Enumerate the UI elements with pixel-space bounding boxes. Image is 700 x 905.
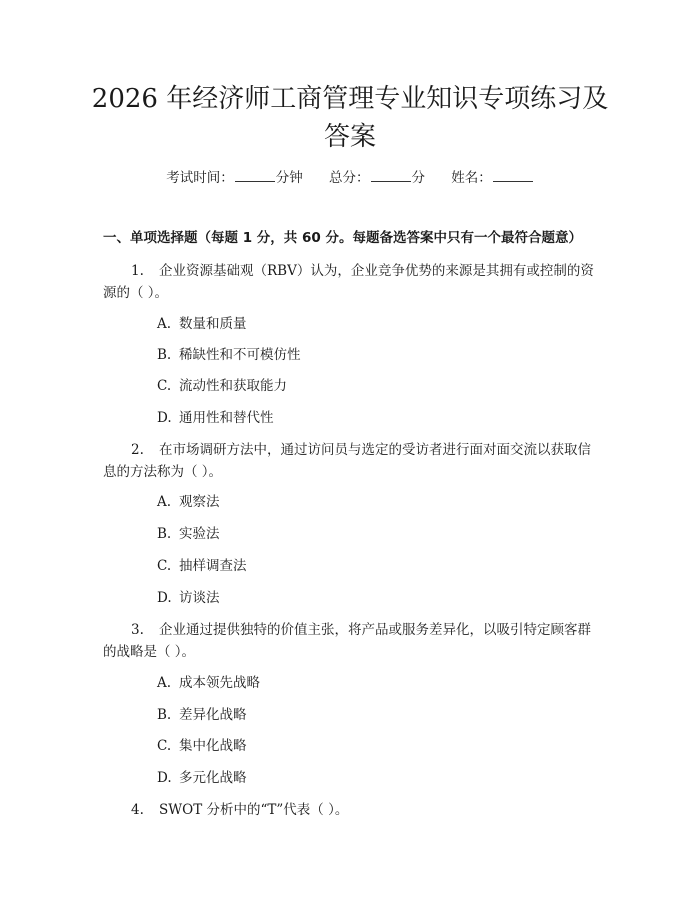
total-score-label: 总分： [329, 170, 370, 186]
question-1-option-c [157, 376, 287, 396]
total-score-unit: 分 [411, 170, 425, 186]
question-1-option-a [157, 314, 247, 334]
option-letter: B. [157, 526, 172, 542]
option-letter: A. [157, 494, 172, 510]
question-3-option-a [157, 673, 260, 693]
option-text: 稀缺性和不可模仿性 [179, 347, 301, 363]
option-letter: A. [157, 675, 172, 691]
question-1 [103, 261, 598, 281]
option-text: 多元化战略 [179, 770, 247, 786]
name-field [451, 167, 534, 188]
option-letter: C. [157, 378, 172, 394]
title-line-1: 2026 年经济师工商管理专业知识专项练习及 [91, 84, 609, 114]
question-3-option-c [157, 736, 247, 756]
name-blank [493, 167, 533, 182]
option-text: 观察法 [179, 494, 220, 510]
option-letter: D. [157, 590, 172, 606]
question-4-text-line-1: SWOT 分析中的“T”代表（ ）。 [159, 802, 349, 818]
exam-info [0, 167, 700, 188]
question-3-number: 3. [131, 622, 144, 638]
name-label: 姓名： [451, 170, 492, 186]
question-3-option-d [157, 768, 247, 788]
question-2-option-b [157, 524, 220, 544]
document-title [80, 80, 620, 156]
question-3 [103, 620, 598, 640]
question-2-option-a [157, 492, 220, 512]
section-heading: 一、单项选择题（每题 1 分，共 60 分。每题备选答案中只有一个最符合题意） [103, 230, 582, 246]
question-3-text-line-1: 企业通过提供独特的价值主张，将产品或服务差异化，以吸引特定顾客群 [159, 622, 591, 638]
question-1-option-b [157, 345, 301, 365]
option-text: 差异化战略 [179, 707, 247, 723]
question-2-option-c [157, 556, 247, 576]
option-letter: A. [157, 316, 172, 332]
option-letter: C. [157, 738, 172, 754]
option-text: 成本领先战略 [179, 675, 260, 691]
question-2-text-line-2: 息的方法称为（ ）。 [103, 464, 223, 480]
option-text: 通用性和替代性 [179, 410, 274, 426]
question-1-option-d [157, 408, 274, 428]
option-letter: B. [157, 707, 172, 723]
question-3-text-line-2: 的战略是（ ）。 [103, 644, 196, 660]
exam-time-unit: 分钟 [275, 170, 303, 186]
question-4 [103, 800, 598, 820]
question-4-number: 4. [131, 802, 144, 818]
question-2-text-line-1: 在市场调研方法中，通过访问员与选定的受访者进行面对面交流以获取信 [159, 442, 591, 458]
option-letter: B. [157, 347, 172, 363]
title-line-2: 答案 [323, 122, 376, 152]
option-text: 集中化战略 [179, 738, 247, 754]
question-2 [103, 440, 598, 460]
exam-time-blank [235, 167, 275, 182]
total-score-blank [371, 167, 411, 182]
option-text: 抽样调查法 [179, 558, 247, 574]
question-3-option-b [157, 705, 247, 725]
option-text: 访谈法 [179, 590, 220, 606]
question-1-text-line-2: 源的（ ）。 [103, 285, 169, 301]
option-letter: D. [157, 770, 172, 786]
exam-time-label: 考试时间： [166, 170, 234, 186]
option-text: 流动性和获取能力 [179, 378, 287, 394]
option-text: 实验法 [179, 526, 220, 542]
total-score-field [329, 167, 425, 188]
exam-time-field [166, 167, 303, 188]
question-2-option-d [157, 588, 220, 608]
question-2-number: 2. [131, 442, 144, 458]
question-1-number: 1. [131, 263, 144, 279]
option-letter: C. [157, 558, 172, 574]
option-letter: D. [157, 410, 172, 426]
question-1-text-line-1: 企业资源基础观（RBV）认为，企业竞争优势的来源是其拥有或控制的资 [159, 263, 594, 279]
option-text: 数量和质量 [179, 316, 247, 332]
